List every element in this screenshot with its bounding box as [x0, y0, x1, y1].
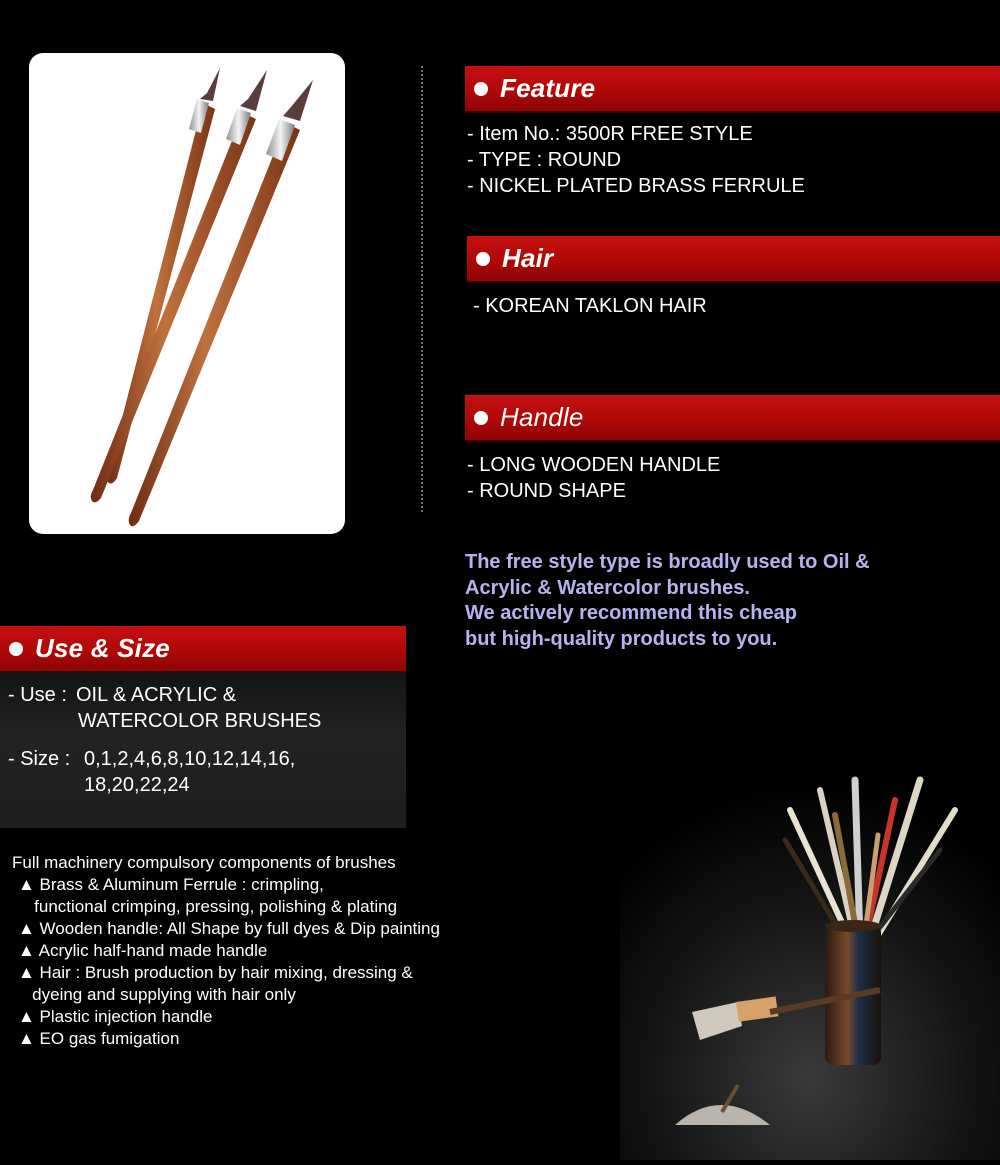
handle-item: - LONG WOODEN HANDLE [467, 454, 721, 476]
use-label: - Use : [8, 684, 67, 706]
process-item: functional crimping, pressing, polishing & plating [20, 897, 398, 916]
feature-item: - TYPE : ROUND [467, 149, 622, 171]
intro-line: but high-quality products to you. [465, 627, 778, 650]
handle-title: Handle [500, 402, 584, 432]
use-value-line1: OIL & ACRYLIC & [76, 684, 237, 706]
bullet-icon [474, 82, 488, 96]
use-size-panel [0, 672, 406, 828]
hair-item: - KOREAN TAKLON HAIR [473, 295, 707, 317]
use-value-line2: WATERCOLOR BRUSHES [78, 710, 322, 732]
brush-cup-photo [620, 740, 1000, 1160]
process-heading: Full machinery compulsory components of brushes [12, 853, 396, 872]
handle-header [465, 395, 1000, 442]
process-item: dyeing and supplying with hair only [18, 985, 296, 1004]
handle-list [467, 452, 720, 504]
feature-title: Feature [500, 73, 596, 103]
brushes-illustration [29, 53, 345, 534]
hair-header [467, 236, 1000, 283]
intro-line: The free style type is broadly used to Oil & [465, 551, 870, 573]
handle-item: - ROUND SHAPE [467, 480, 626, 502]
dotted-divider [421, 66, 423, 512]
intro-line: Acrylic & Watercolor brushes. [465, 576, 750, 599]
brush-2 [91, 70, 267, 502]
product-photo [29, 53, 345, 534]
process-item: ▲ Plastic injection handle [18, 1007, 213, 1026]
intro-line: We actively recommend this cheap [465, 602, 797, 624]
intro-paragraph [465, 550, 965, 652]
process-list [12, 852, 440, 1050]
bullet-icon [474, 411, 488, 425]
brush-cup-illustration [620, 740, 1000, 1160]
size-value-line2: 18,20,22,24 [84, 774, 190, 796]
feature-list [467, 121, 805, 199]
use-size-header [0, 626, 406, 673]
hair-list [473, 293, 707, 319]
feature-header [465, 66, 1000, 113]
hair-title: Hair [502, 243, 554, 273]
process-item: ▲ EO gas fumigation [18, 1029, 180, 1048]
use-size-title: Use & Size [35, 633, 170, 663]
process-item: ▲ Hair : Brush production by hair mixing, dressing & [18, 963, 413, 982]
bullet-icon [476, 252, 490, 266]
process-item: ▲ Acrylic half-hand made handle [18, 941, 268, 960]
process-item: ▲ Brass & Aluminum Ferrule : crimpling, [18, 875, 324, 894]
feature-item: - NICKEL PLATED BRASS FERRULE [467, 175, 805, 197]
feature-item: - Item No.: 3500R FREE STYLE [467, 123, 753, 145]
size-value-line1: 0,1,2,4,6,8,10,12,14,16, [84, 748, 296, 770]
size-label: - Size : [8, 748, 71, 770]
bullet-icon [9, 642, 23, 656]
process-item: ▲ Wooden handle: All Shape by full dyes & Dip painting [18, 919, 440, 938]
